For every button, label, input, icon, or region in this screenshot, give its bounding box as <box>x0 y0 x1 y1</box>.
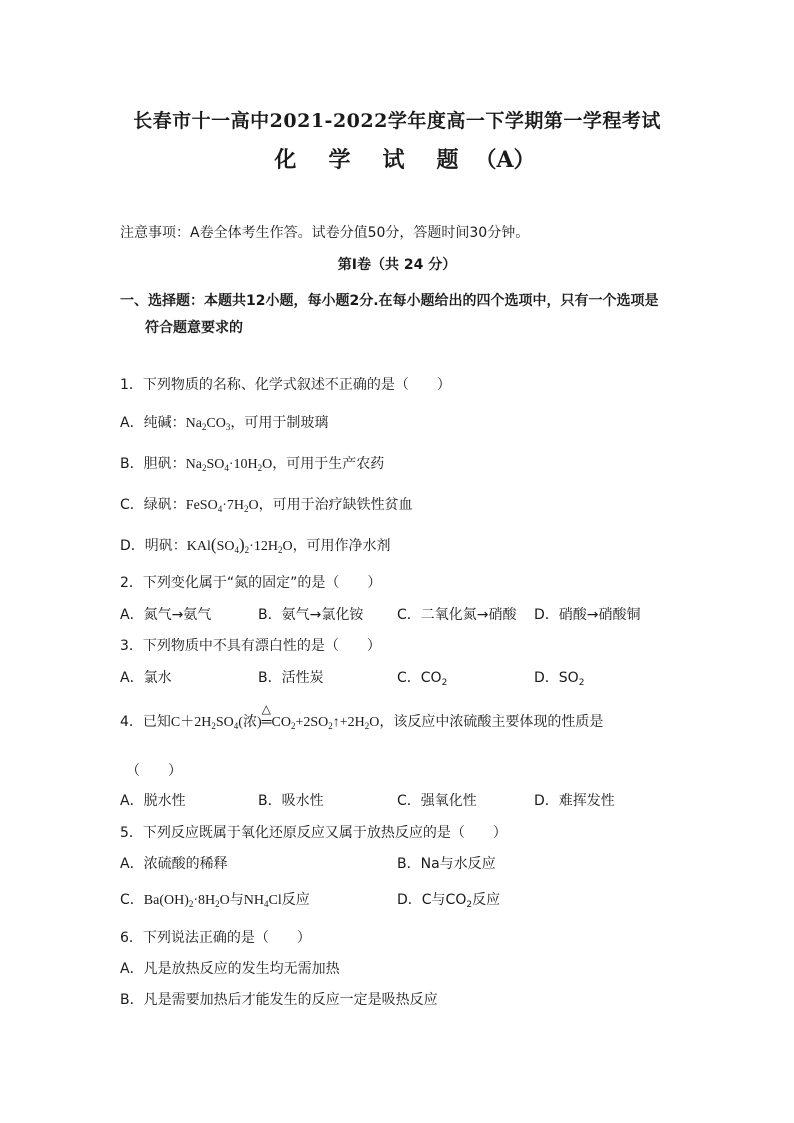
subtitle-variant: （A） <box>474 147 536 173</box>
question-4-blank: （ ） <box>126 763 182 779</box>
exam-title: 长春市十一高中2021-2022学年度高一下学期第一学程考试 <box>133 110 661 132</box>
formula: $Na_2SO_4\cdot 10H_2O$ <box>185 457 273 473</box>
question-4-stem: 4．已知$C+2H_2SO_4$(浓) △ $═CO_2+2SO_2↑+2H_2O$，该反应中浓硫酸主要体现的性质是 <box>120 702 604 731</box>
question-4-option-d: D．难挥发性 <box>534 793 615 809</box>
question-3-option-d: D．$SO_2$ <box>534 670 585 688</box>
question-3-option-b: B．活性炭 <box>258 670 324 686</box>
question-1-option-c: C．绿矾：$FeSO_4\cdot 7H_2O$，可用于治疗缺铁性贫血 <box>120 497 413 514</box>
question-1-stem: 1．下列物质的名称、化学式叙述不正确的是（ ） <box>120 377 451 393</box>
reaction-equation: $C+2H_2SO_4$(浓) △ $═CO_2+2SO_2↑+2H_2O$ <box>170 702 380 731</box>
question-5-stem: 5．下列反应既属于氧化还原反应又属于放热反应的是（ ） <box>120 825 507 841</box>
formula: $FeSO_4\cdot 7H_2O$ <box>185 498 259 514</box>
question-5-option-b: B．Na与水反应 <box>397 856 496 872</box>
subtitle-char: 试 <box>382 147 405 173</box>
subtitle-char: 学 <box>328 147 351 173</box>
question-5-option-d: D．C与$CO_2$反应 <box>397 892 501 910</box>
section-heading-cont: 符合题意要求的 <box>145 320 243 336</box>
subtitle-char: 化 <box>274 147 297 173</box>
question-3-option-c: C．$CO_2$ <box>397 670 448 688</box>
part-title: 第Ⅰ卷（共 24 分） <box>337 257 457 273</box>
formula: $NH_4Cl$ <box>243 893 282 909</box>
notice: 注意事项：A卷全体考生作答。试卷分值50分，答题时间30分钟。 <box>120 225 530 241</box>
subtitle-char: 题 <box>436 147 459 173</box>
question-2-option-d: D．硝酸→硝酸铜 <box>534 607 641 623</box>
question-4-option-a: A．脱水性 <box>120 793 186 809</box>
question-6-option-a: A．凡是放热反应的发生均无需加热 <box>120 961 340 977</box>
question-1-option-b: B．胆矾：$Na_2SO_4\cdot 10H_2O$，可用于生产农药 <box>120 456 385 473</box>
question-1-option-a: A．纯碱：$Na_2CO_3$，可用于制玻璃 <box>120 415 329 432</box>
question-2-stem: 2．下列变化属于“氮的固定”的是（ ） <box>120 575 382 591</box>
formula: $Ba(OH)_2\cdot 8H_2O$ <box>143 893 230 909</box>
formula: $Na_2CO_3$ <box>185 416 231 432</box>
question-2-option-b: B．氨气→氯化铵 <box>258 607 364 623</box>
question-2-option-a: A．氮气→氨气 <box>120 607 212 623</box>
question-2-option-c: C．二氧化氮→硝酸 <box>397 607 517 623</box>
question-4-option-b: B．吸水性 <box>258 793 324 809</box>
question-6-stem: 6．下列说法正确的是（ ） <box>120 930 311 946</box>
section-heading: 一、选择题：本题共12小题，每小题2分.在每小题给出的四个选项中，只有一个选项是 <box>120 293 659 309</box>
question-3-stem: 3．下列物质中不具有漂白性的是（ ） <box>120 638 381 654</box>
formula: $KAl(SO_4)_2\cdot 12H_2O$ <box>186 535 293 555</box>
exam-subtitle <box>0 143 794 174</box>
question-1-option-d: D．明矾：$KAl(SO_4)_2\cdot 12H_2O$，可用作净水剂 <box>120 535 391 555</box>
question-4-option-c: C．强氧化性 <box>397 793 477 809</box>
question-5-option-c: C．$Ba(OH)_2\cdot 8H_2O$与$NH_4Cl$反应 <box>120 892 310 909</box>
question-3-option-a: A．氯水 <box>120 670 172 686</box>
question-5-option-a: A．浓硫酸的稀释 <box>120 856 228 872</box>
heating-condition-icon: △ ═ <box>261 702 272 730</box>
question-6-option-b: B．凡是需要加热后才能发生的反应一定是吸热反应 <box>120 992 438 1008</box>
